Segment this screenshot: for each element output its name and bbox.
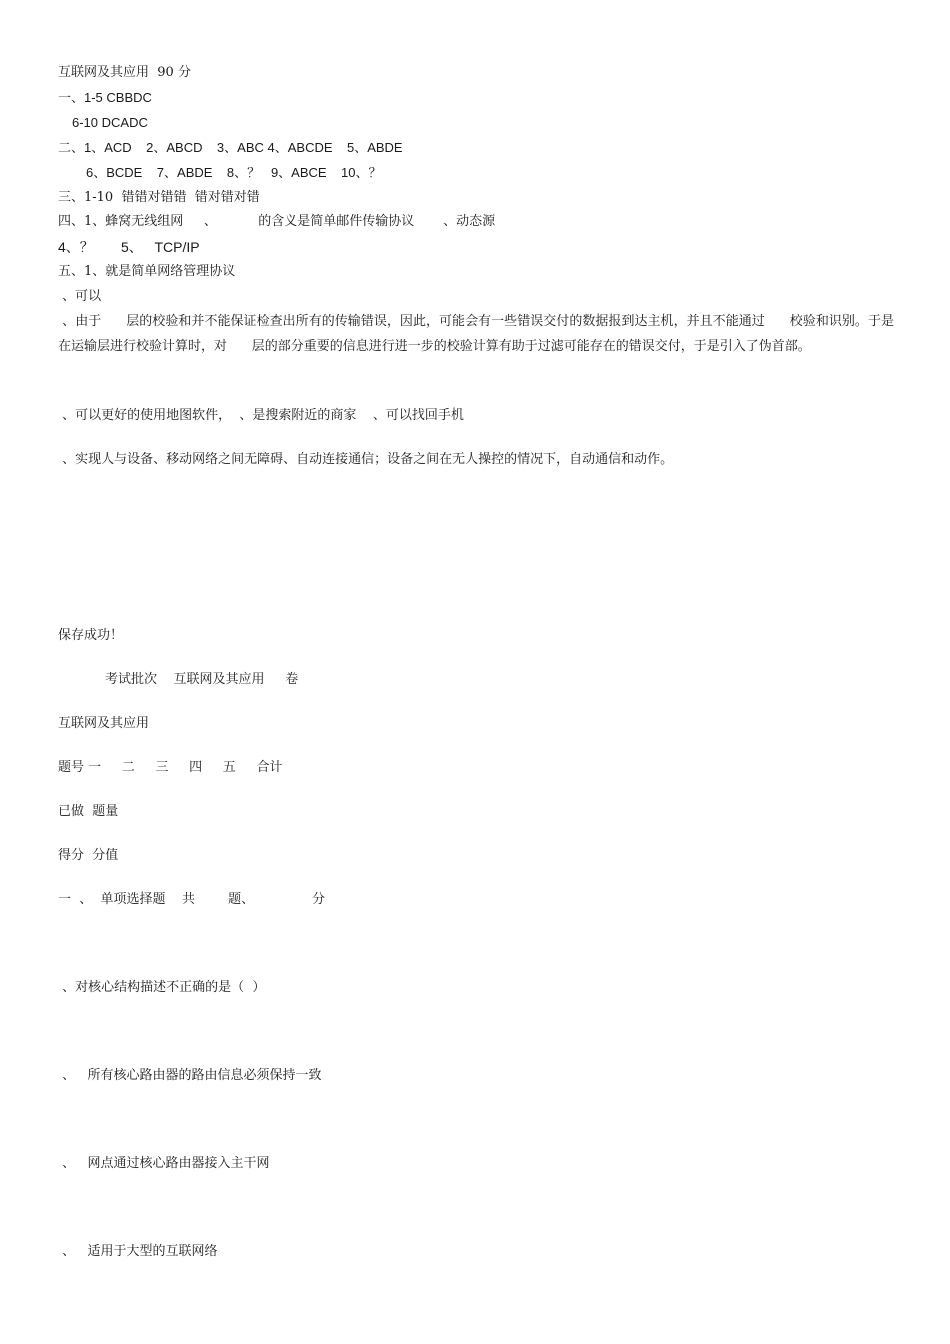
exam-batch-line: 考试批次 互联网及其应用 卷 [105, 672, 299, 687]
score-table-done-row: 已做 题量 [58, 804, 119, 819]
section1-line2: 6-10 DCADC [72, 115, 148, 130]
section5-line2: 、可以 [58, 289, 102, 304]
section4-line2: 4、？ 5、 TCP/IP [58, 239, 200, 255]
question1-option-a[interactable]: 、 所有核心路由器的路由信息必须保持一致 [58, 1068, 322, 1083]
score-table-header: 题号 一 二 三 四 五 合计 [58, 760, 283, 775]
section3-line: 三、1-10 错错对错错 错对错对错 [58, 190, 260, 205]
section5-line5: 、实现人与设备、移动网络之间无障碍、自动连接通信；设备之间在无人操控的情况下，自动通信和动作。 [58, 452, 674, 467]
answer-title: 互联网及其应用 90 分 [58, 65, 191, 80]
course-name: 互联网及其应用 [58, 716, 150, 731]
section2-line2: 6、BCDE 7、ABDE 8、？ 9、ABCE 10、？ [86, 165, 382, 180]
section5-line1: 五、1、就是简单网络管理协议 [58, 264, 236, 279]
score-table-score-row: 得分 分值 [58, 848, 119, 863]
question1-option-c[interactable]: 、 适用于大型的互联网络 [58, 1244, 218, 1259]
part1-header: 一 、 单项选择题 共 题、 分 [58, 892, 325, 907]
section1-line1: 一、1-5 CBBDC [58, 90, 152, 105]
question1-stem: 、对核心结构描述不正确的是（ ） [58, 980, 266, 995]
section2-line1: 二、1、ACD 2、ABCD 3、ABC 4、ABCDE 5、ABDE [58, 140, 403, 155]
section5-paragraph: 、由于 层的校验和并不能保证检查出所有的传输错误，因此，可能会有一些错误交付的数据报到达主机，并且不能通过 校验和识别。于是在运输层进行校验计算时，对 层的部分重要的信息进行进一步的校验计算有助于过滤可能存在的错误交付，于是引入了伪首部。 [58, 314, 894, 354]
save-status: 保存成功！ [58, 628, 124, 643]
section4-line1: 四、1、蜂窝无线组网 、 的含义是简单邮件传输协议 、动态源 [58, 214, 496, 229]
question1-option-b[interactable]: 、 网点通过核心路由器接入主干网 [58, 1156, 270, 1171]
section5-line4: 、可以更好的使用地图软件， 、是搜索附近的商家 、可以找回手机 [58, 408, 464, 423]
